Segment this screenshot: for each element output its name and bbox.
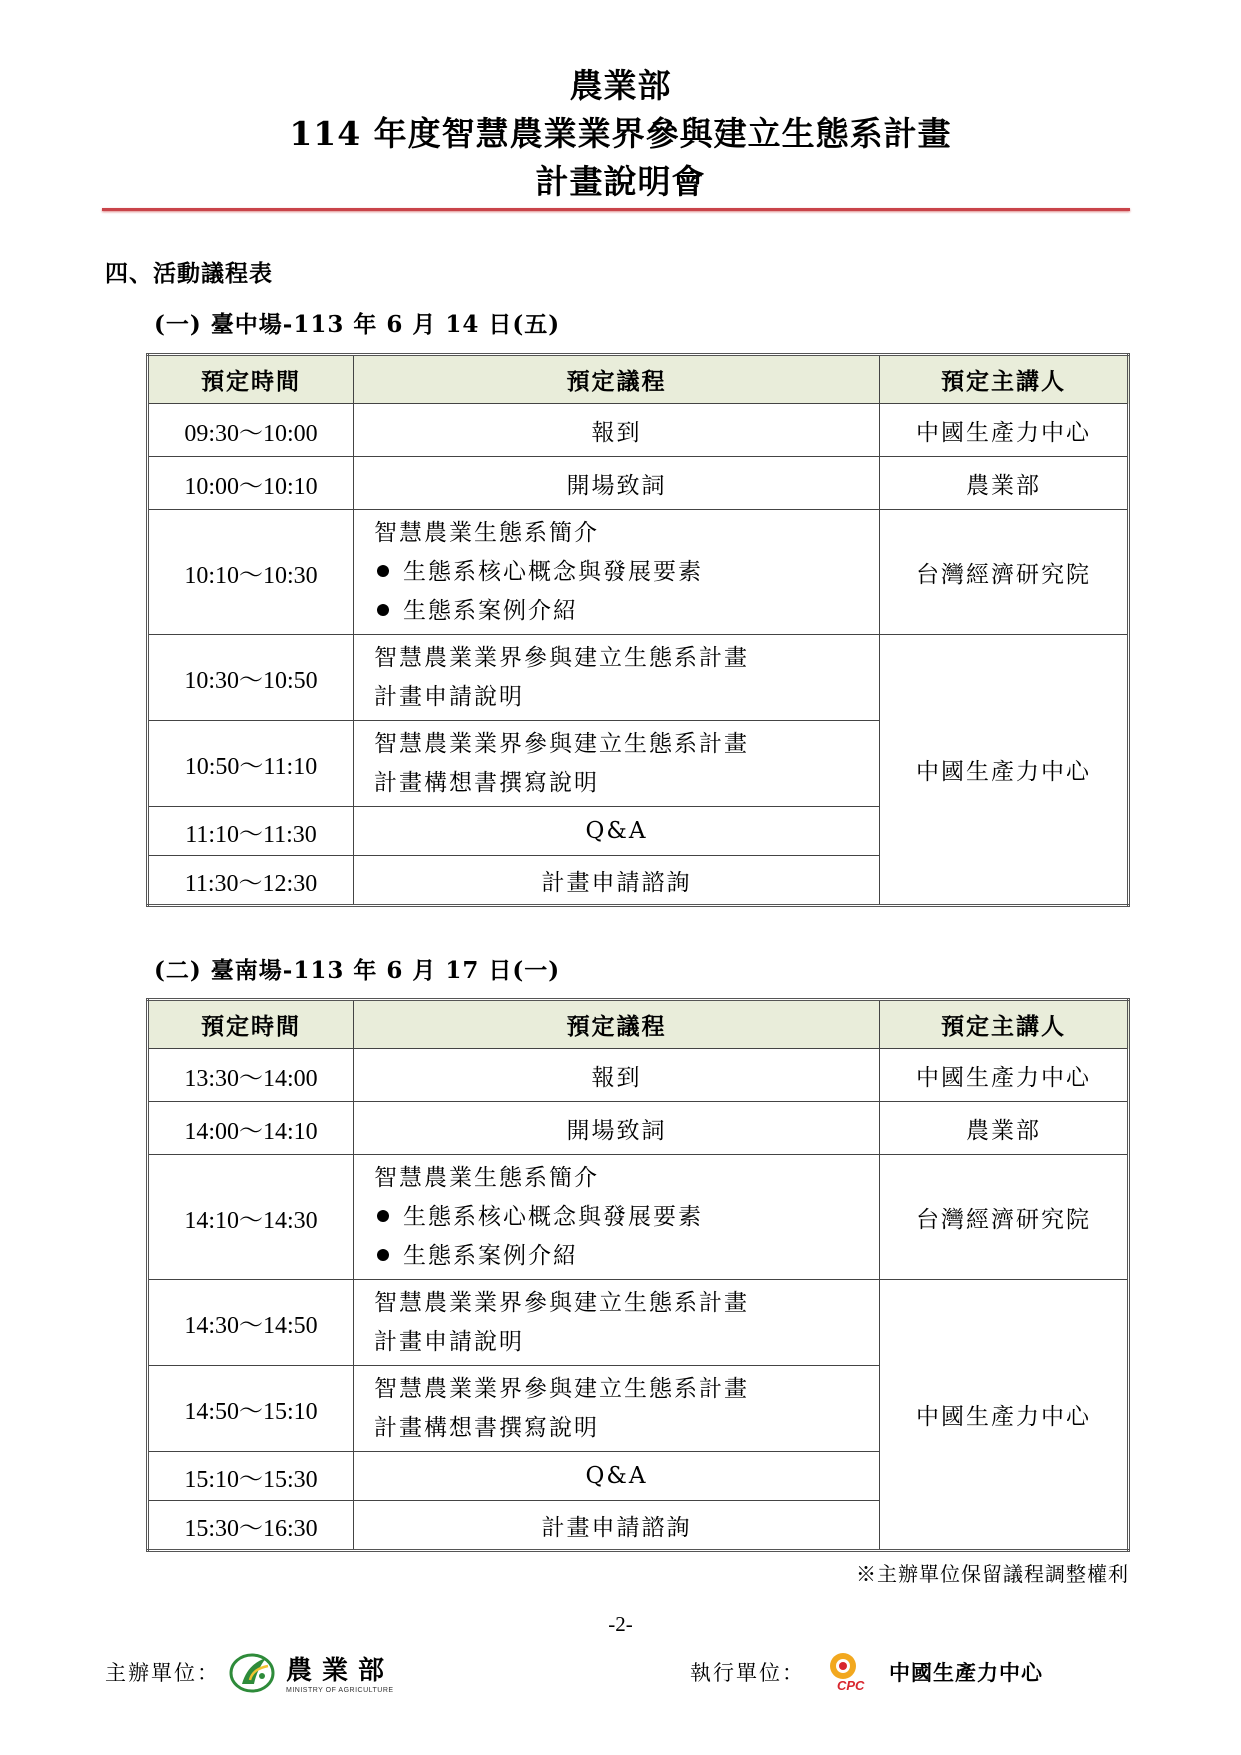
document-header <box>0 62 1241 206</box>
time-cell: 15:30～16:30 <box>148 1501 354 1551</box>
agenda-line: 計畫構想書撰寫說明 <box>374 1414 599 1441</box>
time-cell: 13:30～14:00 <box>148 1049 354 1102</box>
table-header-row <box>148 1000 1129 1049</box>
agenda-cell <box>354 1155 880 1280</box>
agenda-title: 智慧農業生態系簡介 <box>374 519 599 546</box>
table-row <box>148 1102 1129 1155</box>
agenda-line: 智慧農業業界參與建立生態系計畫 <box>374 1375 749 1402</box>
agenda-cell <box>354 635 880 721</box>
agenda-cell: Q&A <box>354 807 880 856</box>
time-cell: 10:10～10:30 <box>148 510 354 635</box>
time-cell: 14:00～14:10 <box>148 1102 354 1155</box>
moa-leaf-icon <box>228 1650 280 1694</box>
time-cell: 11:10～11:30 <box>148 807 354 856</box>
time-cell: 09:30～10:00 <box>148 404 354 457</box>
agenda-line: 智慧農業業界參與建立生態系計畫 <box>374 1289 749 1316</box>
table-row <box>148 635 1129 721</box>
speaker-cell: 中國生產力中心 <box>880 635 1129 906</box>
speaker-cell: 農業部 <box>880 1102 1129 1155</box>
cpc-emblem-icon <box>823 1650 883 1694</box>
agenda-cell: 開場致詞 <box>354 457 880 510</box>
organizer-label: 主辦單位： <box>105 1661 220 1685</box>
table-header-row <box>148 355 1129 404</box>
agenda-table-taichung <box>146 353 1130 907</box>
header-divider <box>102 208 1130 211</box>
moa-name-en: MINISTRY OF AGRICULTURE <box>286 1687 394 1694</box>
time-cell: 10:30～10:50 <box>148 635 354 721</box>
agenda-cell: 計畫申請諮詢 <box>354 856 880 906</box>
bullet-text: 生態系核心概念與發展要素 <box>403 1203 703 1230</box>
table-row <box>148 1049 1129 1102</box>
section-title: 四、活動議程表 <box>105 260 273 287</box>
bullet-icon <box>377 565 389 577</box>
speaker-cell: 農業部 <box>880 457 1129 510</box>
agenda-cell <box>354 1366 880 1452</box>
col-header-time: 預定時間 <box>148 1000 354 1049</box>
footer-organizer <box>105 1650 394 1694</box>
header-ministry: 農業部 <box>569 66 672 105</box>
cpc-logo-text: CPC <box>837 1678 865 1693</box>
header-plan-title: 114 年度智慧農業業界參與建立生態系計畫 <box>289 114 952 153</box>
agenda-cell <box>354 1280 880 1366</box>
speaker-cell: 中國生產力中心 <box>880 1049 1129 1102</box>
cpc-logo <box>823 1650 1043 1694</box>
table-row <box>148 1280 1129 1366</box>
time-cell: 14:50～15:10 <box>148 1366 354 1452</box>
agenda-line: 計畫申請說明 <box>374 683 524 710</box>
bullet-text: 生態系核心概念與發展要素 <box>403 558 703 585</box>
agenda-note: ※主辦單位保留議程調整權利 <box>856 1562 1129 1586</box>
footer-executor <box>690 1650 1043 1694</box>
time-cell: 10:00～10:10 <box>148 457 354 510</box>
agenda-bullet-item <box>374 1237 879 1276</box>
bullet-icon <box>377 1249 389 1261</box>
moa-wordmark <box>286 1650 394 1694</box>
time-cell: 14:10～14:30 <box>148 1155 354 1280</box>
agenda-cell: Q&A <box>354 1452 880 1501</box>
col-header-speaker: 預定主講人 <box>880 355 1129 404</box>
agenda-cell: 開場致詞 <box>354 1102 880 1155</box>
agenda-line: 智慧農業業界參與建立生態系計畫 <box>374 644 749 671</box>
moa-logo <box>228 1650 394 1694</box>
session-title-tainan: (二) 臺南場-113 年 6 月 17 日(一) <box>154 957 561 984</box>
table-row <box>148 1155 1129 1280</box>
time-cell: 10:50～11:10 <box>148 721 354 807</box>
session-title-taichung: (一) 臺中場-113 年 6 月 14 日(五) <box>154 311 561 338</box>
col-header-speaker: 預定主講人 <box>880 1000 1129 1049</box>
page-number: -2- <box>608 1612 633 1636</box>
agenda-line: 計畫申請說明 <box>374 1328 524 1355</box>
agenda-cell <box>354 721 880 807</box>
moa-name: 農業部 <box>286 1656 395 1686</box>
time-cell: 11:30～12:30 <box>148 856 354 906</box>
agenda-bullet-item <box>374 553 879 592</box>
speaker-cell: 中國生產力中心 <box>880 404 1129 457</box>
bullet-icon <box>377 604 389 616</box>
col-header-agenda: 預定議程 <box>354 355 880 404</box>
executor-label: 執行單位： <box>690 1661 805 1685</box>
col-header-agenda: 預定議程 <box>354 1000 880 1049</box>
table-row <box>148 510 1129 635</box>
agenda-line: 計畫構想書撰寫說明 <box>374 769 599 796</box>
table-row <box>148 457 1129 510</box>
bullet-icon <box>377 1210 389 1222</box>
col-header-time: 預定時間 <box>148 355 354 404</box>
agenda-cell: 計畫申請諮詢 <box>354 1501 880 1551</box>
agenda-line: 智慧農業業界參與建立生態系計畫 <box>374 730 749 757</box>
table-row <box>148 404 1129 457</box>
agenda-bullet-item <box>374 592 879 631</box>
speaker-cell: 台灣經濟研究院 <box>880 1155 1129 1280</box>
bullet-text: 生態系案例介紹 <box>403 597 578 624</box>
agenda-title: 智慧農業生態系簡介 <box>374 1164 599 1191</box>
agenda-cell: 報到 <box>354 1049 880 1102</box>
speaker-cell: 中國生產力中心 <box>880 1280 1129 1551</box>
header-event: 計畫說明會 <box>535 162 706 201</box>
time-cell: 15:10～15:30 <box>148 1452 354 1501</box>
time-cell: 14:30～14:50 <box>148 1280 354 1366</box>
agenda-cell <box>354 510 880 635</box>
speaker-cell: 台灣經濟研究院 <box>880 510 1129 635</box>
agenda-table-tainan <box>146 998 1130 1552</box>
bullet-text: 生態系案例介紹 <box>403 1242 578 1269</box>
cpc-name: 中國生產力中心 <box>889 1660 1043 1685</box>
agenda-cell: 報到 <box>354 404 880 457</box>
agenda-bullet-item <box>374 1198 879 1237</box>
